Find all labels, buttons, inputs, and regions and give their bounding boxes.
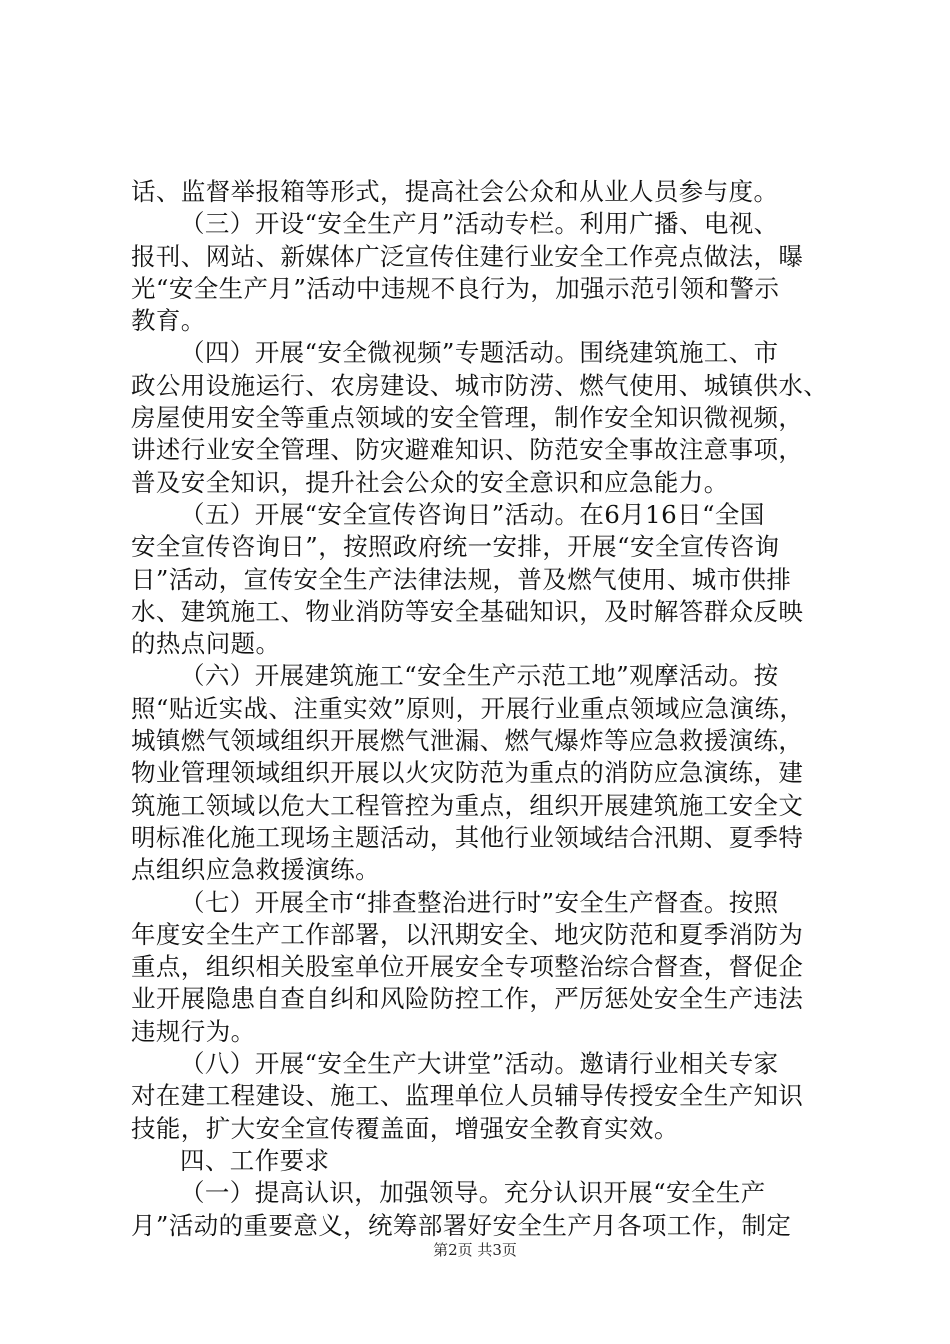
text-line: 日”活动，宣传安全生产法律法规，普及燃气使用、城市供排 (131, 564, 792, 594)
text-line: （三）开设“安全生产月”活动专栏。利用广播、电视、 (180, 209, 779, 239)
text-line: （八）开展“安全生产大讲堂”活动。邀请行业相关专家 (180, 1049, 779, 1079)
text-line: 报刊、网站、新媒体广泛宣传住建行业安全工作亮点做法，曝 (131, 241, 804, 271)
text-line: 违规行为。 (131, 1016, 256, 1046)
text-line: 光“安全生产月”活动中违规不良行为，加强示范引领和警示 (131, 273, 780, 303)
text-line: 政公用设施运行、农房建设、城市防涝、燃气使用、城镇供水、 (131, 370, 829, 400)
text-line: 四、工作要求 (180, 1145, 330, 1175)
text-line: 对在建工程建设、施工、监理单位人员辅导传授安全生产知识 (131, 1081, 804, 1111)
text-line: 物业管理领域组织开展以火灾防范为重点的消防应急演练，建 (131, 758, 804, 788)
text-line: 城镇燃气领域组织开展燃气泄漏、燃气爆炸等应急救援演练， (131, 726, 804, 756)
text-line: 明标准化施工现场主题活动，其他行业领域结合汛期、夏季特 (131, 822, 804, 852)
text-line: 月”活动的重要意义，统筹部署好安全生产月各项工作，制定 (131, 1210, 792, 1240)
text-line: 房屋使用安全等重点领域的安全管理，制作安全知识微视频， (131, 403, 804, 433)
text-line: 讲述行业安全管理、防灾避难知识、防范安全事故注意事项， (131, 435, 804, 465)
text-line: 水、建筑施工、物业消防等安全基础知识，及时解答群众反映 (131, 596, 804, 626)
text-line: （七）开展全市“排查整治进行时”安全生产督查。按照 (180, 887, 779, 917)
text-line: （五）开展“安全宣传咨询日”活动。在6月16日“全国 (180, 499, 765, 529)
text-line: 普及安全知识，提升社会公众的安全意识和应急能力。 (131, 467, 729, 497)
text-line: 业开展隐患自查自纠和风险防控工作，严厉惩处安全生产违法 (131, 984, 804, 1014)
text-line: 照“贴近实战、注重实效”原则，开展行业重点领域应急演练， (131, 693, 805, 723)
text-line: 安全宣传咨询日”，按照政府统一安排，开展“安全宣传咨询 (131, 532, 780, 562)
text-line: 话、监督举报箱等形式，提高社会公众和从业人员参与度。 (131, 177, 779, 206)
text-line: （一）提高认识，加强领导。充分认识开展“安全生产 (180, 1178, 766, 1208)
text-line: 的热点问题。 (131, 629, 281, 659)
text-line: 点组织应急救援演练。 (131, 855, 380, 885)
text-line: （六）开展建筑施工“安全生产示范工地”观摩活动。按 (180, 661, 779, 691)
text-line: 年度安全生产工作部署，以汛期安全、地灾防范和夏季消防为 (131, 919, 804, 949)
text-line: 技能，扩大安全宣传覆盖面，增强安全教育实效。 (131, 1113, 679, 1143)
text-line: 重点，组织相关股室单位开展安全专项整治综合督查，督促企 (131, 952, 804, 982)
page-footer: 第2页 共3页 (433, 1241, 517, 1259)
text-line: 筑施工领域以危大工程管控为重点，组织开展建筑施工安全文 (131, 790, 804, 820)
text-line: 教育。 (131, 306, 206, 336)
document-body (131, 176, 831, 1242)
text-line: （四）开展“安全微视频”专题活动。围绕建筑施工、市 (180, 338, 779, 368)
